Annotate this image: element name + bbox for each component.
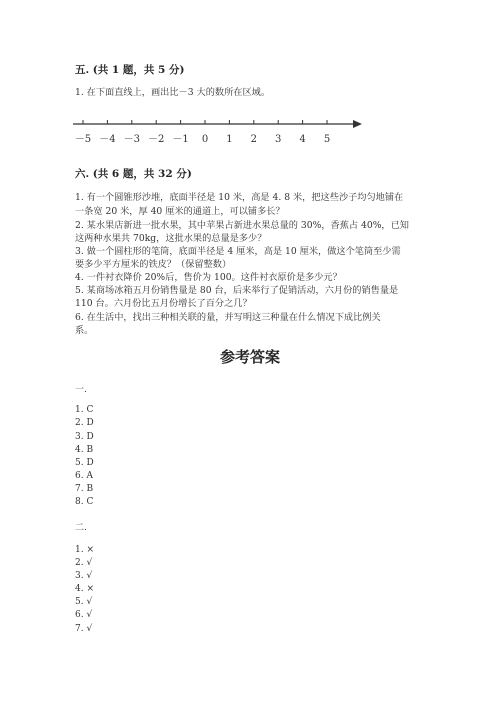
number-line-label: －3 (123, 134, 140, 145)
section-6-line-7: 4. 一件衬衣降价 20%后，售价为 100。这件衬衣原价是多少元？ (75, 272, 342, 283)
section-6-line-4: 这两种水果共 70kg，这批水果的总量是多少？ (75, 233, 267, 244)
section-6-title: 六. (共 6 题，共 32 分) (75, 168, 192, 180)
answer-2-3: 3. √ (75, 571, 93, 581)
section-6-line-9: 110 台。六月份比五月份增长了百分之几？ (75, 298, 252, 309)
number-line-label: －5 (74, 134, 92, 145)
number-line (70, 115, 370, 149)
section-5-title: 五. (共 1 题，共 5 分) (75, 64, 185, 76)
answer-1-6: 6. A (75, 471, 93, 481)
answer-1-3: 3. D (75, 432, 94, 442)
number-line-label: －1 (172, 134, 189, 145)
number-line-label: －4 (99, 134, 116, 145)
answer-1-8: 8. C (75, 497, 94, 507)
answer-2-1: 1. × (75, 545, 94, 555)
answer-2-4: 4. × (75, 584, 94, 594)
number-line-label: 0 (201, 134, 209, 145)
answer-1-7: 7. B (75, 484, 94, 494)
section-6-line-8: 5. 某商场冰箱五月份销售量是 80 台，后来举行了促销活动，六月份的销售量是 (75, 285, 399, 296)
number-line-label: 3 (275, 134, 282, 145)
number-line-label: 2 (250, 134, 257, 145)
answers-part-1-heading: 一. (75, 385, 87, 395)
answers-title: 参考答案 (219, 348, 280, 366)
section-5-question-1: 1. 在下面直线上，画出比－3 大的数所在区域。 (75, 87, 271, 98)
section-6-line-1: 1. 有一个圆锥形沙堆，底面半径是 10 米，高是 4. 8 米，把这些沙子均匀地铺在 (75, 192, 404, 203)
answer-2-2: 2. √ (75, 558, 93, 568)
answer-1-5: 5. D (75, 458, 94, 468)
answer-2-6: 6. √ (75, 610, 93, 620)
section-6-line-6: 要多少平方厘米的铁皮？（保留整数） (75, 259, 232, 270)
answer-2-5: 5. √ (75, 597, 93, 607)
number-line-label: 1 (226, 134, 233, 145)
section-6-line-2: 一条宽 20 米，厚 40 厘米的通道上，可以铺多长？ (75, 206, 285, 217)
section-6-line-10: 6. 在生活中，找出三种相关联的量，并写明这三种量在什么情况下成比例关 (75, 312, 381, 323)
section-6-line-11: 系。 (75, 325, 94, 336)
answer-1-2: 2. D (75, 418, 94, 428)
number-line-arrow (353, 120, 362, 128)
number-line-label: 5 (323, 134, 331, 145)
number-line-label: －2 (148, 134, 165, 145)
section-6-line-5: 3. 做一个圆柱形的笔筒，底面半径是 4 厘米，高是 10 厘米，做这个笔筒至少需 (75, 246, 401, 257)
answer-1-1: 1. C (75, 405, 94, 415)
answers-part-2-heading: 二. (75, 523, 87, 533)
section-6-line-3: 2. 某水果店新进一批水果，其中苹果占新进水果总量的 30%，香蕉占 40%，已知 (75, 220, 409, 231)
answer-2-7: 7. √ (75, 624, 93, 634)
answer-1-4: 4. B (75, 445, 94, 455)
number-line-label: 4 (299, 134, 306, 145)
